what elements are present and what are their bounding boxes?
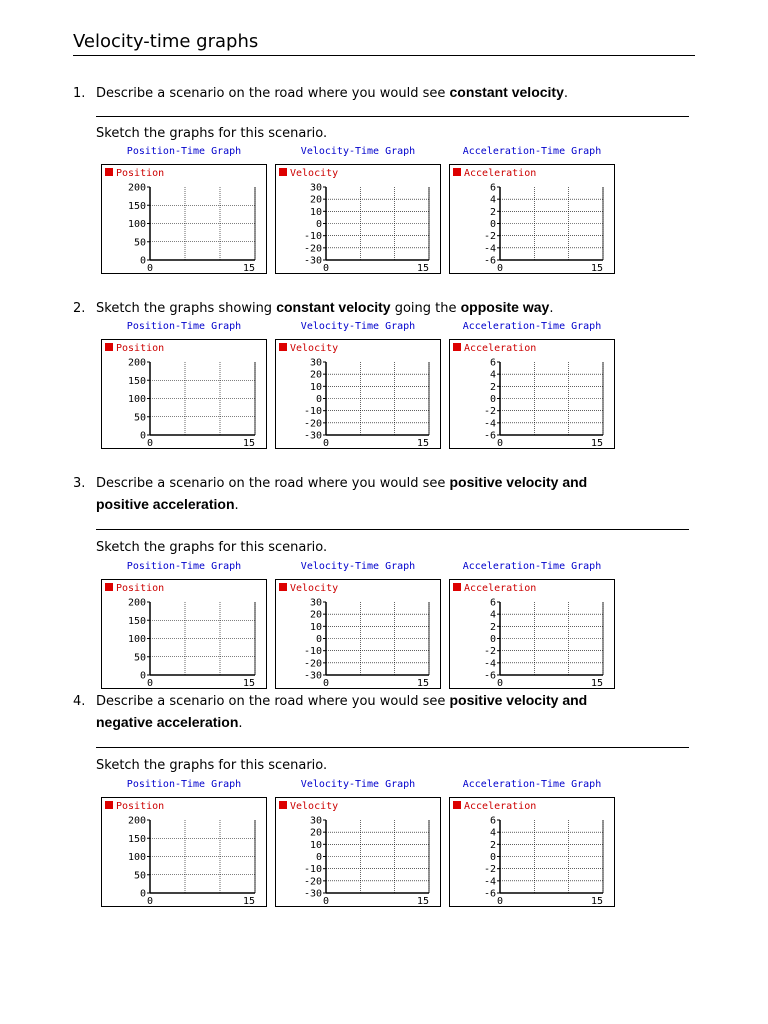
x-tick-label: 15 bbox=[242, 263, 256, 274]
graph-canvas bbox=[102, 580, 266, 688]
y-tick-label: -2 bbox=[483, 864, 496, 876]
question-emphasis: constant velocity bbox=[276, 299, 391, 315]
question-text-part: going the bbox=[390, 301, 461, 316]
legend-label: Velocity bbox=[290, 583, 339, 594]
question-text-part: . bbox=[563, 86, 569, 101]
y-tick-label: -2 bbox=[483, 646, 496, 658]
question-text-part: . bbox=[238, 716, 243, 731]
legend-swatch bbox=[279, 801, 287, 809]
y-tick-label: 2 bbox=[489, 621, 496, 633]
y-tick-label: 50 bbox=[133, 652, 146, 664]
question-emphasis: positive velocity and positive acceleration bbox=[96, 474, 588, 512]
legend-label: Acceleration bbox=[464, 583, 537, 594]
y-tick-label: 200 bbox=[127, 597, 146, 609]
blank-graph[interactable] bbox=[101, 164, 267, 274]
y-tick-label: 0 bbox=[489, 634, 496, 645]
y-tick-label: 150 bbox=[127, 833, 146, 845]
question-text bbox=[96, 690, 636, 734]
y-tick-label: -6 bbox=[483, 255, 496, 267]
graph-canvas bbox=[276, 580, 440, 688]
x-tick-label: 0 bbox=[146, 678, 154, 689]
legend-swatch bbox=[453, 801, 461, 809]
y-tick-label: 6 bbox=[489, 815, 496, 827]
graph-title: Acceleration-Time Graph bbox=[462, 146, 602, 157]
graph-title: Position-Time Graph bbox=[126, 779, 242, 790]
y-tick-label: -20 bbox=[303, 876, 322, 888]
y-tick-label: 6 bbox=[489, 182, 496, 194]
y-tick-label: 0 bbox=[315, 852, 322, 863]
y-tick-label: 6 bbox=[489, 597, 496, 609]
question-text-part: . bbox=[549, 301, 554, 316]
y-tick-label: 10 bbox=[309, 839, 322, 851]
y-tick-label: 0 bbox=[315, 219, 322, 230]
x-tick-label: 0 bbox=[146, 438, 154, 449]
y-tick-label: 0 bbox=[139, 430, 146, 442]
x-tick-label: 0 bbox=[146, 263, 154, 274]
y-tick-label: 150 bbox=[127, 615, 146, 627]
x-tick-label: 15 bbox=[590, 678, 604, 689]
blank-graph[interactable] bbox=[449, 579, 615, 689]
question-emphasis: opposite way bbox=[460, 299, 550, 315]
blank-graph[interactable] bbox=[449, 339, 615, 449]
graph-canvas bbox=[276, 798, 440, 906]
y-tick-label: -20 bbox=[303, 243, 322, 255]
blank-graph[interactable] bbox=[101, 579, 267, 689]
y-tick-label: -4 bbox=[483, 243, 496, 255]
y-tick-label: -30 bbox=[303, 670, 322, 682]
x-tick-label: 0 bbox=[496, 263, 504, 274]
x-tick-label: 0 bbox=[322, 438, 330, 449]
legend-swatch bbox=[105, 801, 113, 809]
legend-swatch bbox=[105, 343, 113, 351]
y-tick-label: 10 bbox=[309, 381, 322, 393]
graph-title: Position-Time Graph bbox=[126, 321, 242, 332]
y-tick-label: -30 bbox=[303, 888, 322, 900]
legend-swatch bbox=[105, 168, 113, 176]
graph-title: Velocity-Time Graph bbox=[300, 779, 416, 790]
y-tick-label: 200 bbox=[127, 815, 146, 827]
y-tick-label: -2 bbox=[483, 231, 496, 243]
y-tick-label: -2 bbox=[483, 406, 496, 418]
x-tick-label: 15 bbox=[242, 678, 256, 689]
y-tick-label: 0 bbox=[315, 634, 322, 645]
question-number: 3. bbox=[73, 476, 86, 491]
y-tick-label: 0 bbox=[315, 394, 322, 405]
blank-graph[interactable] bbox=[275, 797, 441, 907]
blank-graph[interactable] bbox=[449, 797, 615, 907]
question-text-part: Sketch the graphs showing bbox=[96, 301, 277, 316]
legend-swatch bbox=[279, 343, 287, 351]
x-tick-label: 15 bbox=[590, 896, 604, 907]
question-text bbox=[96, 82, 656, 104]
graph-title: Acceleration-Time Graph bbox=[462, 779, 602, 790]
blank-graph[interactable] bbox=[101, 797, 267, 907]
y-tick-label: 2 bbox=[489, 839, 496, 851]
y-tick-label: -10 bbox=[303, 406, 322, 418]
graph-canvas bbox=[102, 340, 266, 448]
question-text-part: . bbox=[234, 498, 239, 513]
y-tick-label: 0 bbox=[139, 888, 146, 900]
blank-graph[interactable] bbox=[275, 164, 441, 274]
y-tick-label: 2 bbox=[489, 381, 496, 393]
y-tick-label: 100 bbox=[127, 394, 146, 405]
graph-title: Velocity-Time Graph bbox=[300, 561, 416, 572]
blank-graph[interactable] bbox=[449, 164, 615, 274]
y-tick-label: -10 bbox=[303, 646, 322, 658]
graph-title: Position-Time Graph bbox=[126, 561, 242, 572]
y-tick-label: 0 bbox=[139, 670, 146, 682]
graph-title: Velocity-Time Graph bbox=[300, 321, 416, 332]
x-tick-label: 15 bbox=[416, 678, 430, 689]
legend-label: Position bbox=[116, 343, 165, 354]
graph-canvas bbox=[102, 165, 266, 273]
y-tick-label: 6 bbox=[489, 357, 496, 369]
x-tick-label: 0 bbox=[496, 678, 504, 689]
y-tick-label: -4 bbox=[483, 658, 496, 670]
x-tick-label: 15 bbox=[242, 896, 256, 907]
y-tick-label: 50 bbox=[133, 237, 146, 249]
graph-canvas bbox=[450, 580, 614, 688]
legend-swatch bbox=[453, 343, 461, 351]
y-tick-label: 30 bbox=[309, 182, 322, 194]
y-tick-label: -6 bbox=[483, 670, 496, 682]
x-tick-label: 0 bbox=[322, 896, 330, 907]
y-tick-label: 150 bbox=[127, 200, 146, 212]
graph-canvas bbox=[102, 798, 266, 906]
graph-title: Position-Time Graph bbox=[126, 146, 242, 157]
legend-swatch bbox=[453, 583, 461, 591]
y-tick-label: 0 bbox=[489, 394, 496, 405]
legend-label: Position bbox=[116, 583, 165, 594]
y-tick-label: 4 bbox=[489, 827, 496, 839]
x-tick-label: 0 bbox=[146, 896, 154, 907]
legend-label: Position bbox=[116, 801, 165, 812]
y-tick-label: 100 bbox=[127, 852, 146, 863]
y-tick-label: 20 bbox=[309, 194, 322, 206]
y-tick-label: -20 bbox=[303, 418, 322, 430]
answer-line[interactable] bbox=[96, 116, 689, 117]
x-tick-label: 15 bbox=[416, 263, 430, 274]
graph-title: Acceleration-Time Graph bbox=[462, 561, 602, 572]
sketch-prompt: Sketch the graphs for this scenario. bbox=[96, 126, 328, 141]
answer-line[interactable] bbox=[96, 747, 689, 748]
legend-label: Position bbox=[116, 168, 165, 179]
y-tick-label: 0 bbox=[489, 852, 496, 863]
y-tick-label: 10 bbox=[309, 206, 322, 218]
y-tick-label: -4 bbox=[483, 418, 496, 430]
legend-swatch bbox=[279, 583, 287, 591]
question-text-part: Describe a scenario on the road where you would see bbox=[96, 694, 450, 709]
x-tick-label: 15 bbox=[590, 438, 604, 449]
question-emphasis: constant velocity bbox=[449, 84, 564, 100]
legend-label: Acceleration bbox=[464, 343, 537, 354]
question-text-part: Describe a scenario on the road where you would see bbox=[96, 86, 450, 101]
graph-title: Velocity-Time Graph bbox=[300, 146, 416, 157]
y-tick-label: 150 bbox=[127, 375, 146, 387]
y-tick-label: 200 bbox=[127, 182, 146, 194]
x-tick-label: 0 bbox=[496, 438, 504, 449]
x-tick-label: 0 bbox=[322, 263, 330, 274]
legend-label: Velocity bbox=[290, 343, 339, 354]
blank-graph[interactable] bbox=[101, 339, 267, 449]
question-emphasis: positive velocity and negative acceleration bbox=[96, 692, 588, 730]
y-tick-label: -30 bbox=[303, 430, 322, 442]
y-tick-label: 50 bbox=[133, 870, 146, 882]
graph-canvas bbox=[450, 165, 614, 273]
graph-canvas bbox=[450, 340, 614, 448]
x-tick-label: 0 bbox=[496, 896, 504, 907]
blank-graph[interactable] bbox=[275, 579, 441, 689]
legend-swatch bbox=[105, 583, 113, 591]
y-tick-label: 20 bbox=[309, 369, 322, 381]
y-tick-label: 2 bbox=[489, 206, 496, 218]
y-tick-label: 50 bbox=[133, 412, 146, 424]
y-tick-label: -6 bbox=[483, 430, 496, 442]
blank-graph[interactable] bbox=[275, 339, 441, 449]
question-number: 2. bbox=[73, 301, 86, 316]
question-text-part: Describe a scenario on the road where you would see bbox=[96, 476, 450, 491]
y-tick-label: -10 bbox=[303, 864, 322, 876]
legend-label: Acceleration bbox=[464, 801, 537, 812]
title-underline bbox=[73, 55, 695, 56]
x-tick-label: 15 bbox=[590, 263, 604, 274]
y-tick-label: -30 bbox=[303, 255, 322, 267]
x-tick-label: 15 bbox=[416, 438, 430, 449]
y-tick-label: -6 bbox=[483, 888, 496, 900]
legend-label: Acceleration bbox=[464, 168, 537, 179]
y-tick-label: 0 bbox=[139, 255, 146, 267]
y-tick-label: 200 bbox=[127, 357, 146, 369]
sketch-prompt: Sketch the graphs for this scenario. bbox=[96, 758, 328, 773]
question-text bbox=[96, 472, 636, 516]
legend-label: Velocity bbox=[290, 801, 339, 812]
y-tick-label: 30 bbox=[309, 597, 322, 609]
y-tick-label: 30 bbox=[309, 357, 322, 369]
legend-label: Velocity bbox=[290, 168, 339, 179]
legend-swatch bbox=[453, 168, 461, 176]
sketch-prompt: Sketch the graphs for this scenario. bbox=[96, 540, 328, 555]
x-tick-label: 0 bbox=[322, 678, 330, 689]
y-tick-label: -20 bbox=[303, 658, 322, 670]
graph-canvas bbox=[276, 340, 440, 448]
question-number: 1. bbox=[73, 86, 86, 101]
y-tick-label: -4 bbox=[483, 876, 496, 888]
y-tick-label: 20 bbox=[309, 609, 322, 621]
x-tick-label: 15 bbox=[242, 438, 256, 449]
answer-line[interactable] bbox=[96, 529, 689, 530]
y-tick-label: 100 bbox=[127, 219, 146, 230]
y-tick-label: 30 bbox=[309, 815, 322, 827]
x-tick-label: 15 bbox=[416, 896, 430, 907]
y-tick-label: -10 bbox=[303, 231, 322, 243]
y-tick-label: 4 bbox=[489, 369, 496, 381]
y-tick-label: 20 bbox=[309, 827, 322, 839]
y-tick-label: 100 bbox=[127, 634, 146, 645]
graph-title: Acceleration-Time Graph bbox=[462, 321, 602, 332]
y-tick-label: 4 bbox=[489, 194, 496, 206]
y-tick-label: 10 bbox=[309, 621, 322, 633]
question-text bbox=[96, 297, 656, 319]
legend-swatch bbox=[279, 168, 287, 176]
question-number: 4. bbox=[73, 694, 86, 709]
graph-canvas bbox=[276, 165, 440, 273]
graph-canvas bbox=[450, 798, 614, 906]
y-tick-label: 4 bbox=[489, 609, 496, 621]
y-tick-label: 0 bbox=[489, 219, 496, 230]
page-title: Velocity-time graphs bbox=[73, 31, 259, 52]
